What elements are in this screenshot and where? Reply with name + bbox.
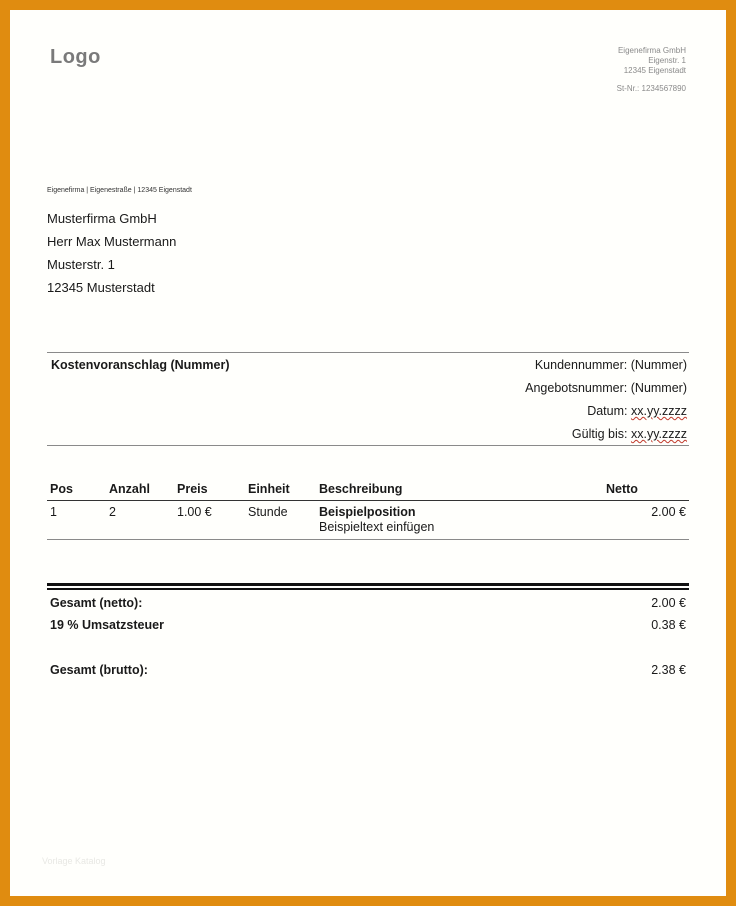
meta-valid-until bbox=[525, 423, 687, 446]
table-header-row bbox=[47, 478, 689, 501]
meta-customer-number bbox=[525, 354, 687, 377]
cell-netto: 2.00 € bbox=[603, 501, 689, 540]
column-header-netto: Netto bbox=[603, 478, 689, 501]
total-net-label: Gesamt (netto): bbox=[50, 596, 143, 610]
meta-label: Angebotsnummer: bbox=[525, 381, 628, 395]
meta-date bbox=[525, 400, 687, 423]
column-header-preis: Preis bbox=[174, 478, 245, 501]
meta-value: xx.yy.zzzz bbox=[630, 427, 687, 441]
return-address-line: Eigenefirma | Eigenestraße | 12345 Eigenstadt bbox=[47, 187, 192, 194]
total-gross-label: Gesamt (brutto): bbox=[50, 663, 148, 677]
meta-label: Datum: bbox=[587, 404, 628, 418]
recipient-address bbox=[47, 207, 176, 299]
total-gross-value: 2.38 € bbox=[651, 663, 686, 677]
sender-city: 12345 Eigenstadt bbox=[623, 66, 686, 75]
meta-value: (Nummer) bbox=[630, 358, 687, 372]
meta-label: Gültig bis: bbox=[571, 427, 628, 441]
table-row bbox=[47, 501, 689, 540]
double-rule-bottom bbox=[47, 588, 689, 590]
double-rule-top bbox=[47, 583, 689, 586]
totals-block bbox=[47, 592, 689, 681]
tax-value: 0.38 € bbox=[651, 618, 686, 632]
items-table bbox=[47, 478, 689, 540]
cell-beschreibung bbox=[316, 501, 603, 540]
sender-address-block bbox=[617, 46, 686, 94]
column-header-pos: Pos bbox=[47, 478, 106, 501]
watermark: Vorlage Katalog bbox=[42, 856, 106, 866]
sender-company: Eigenefirma GmbH bbox=[617, 46, 686, 55]
meta-value: (Nummer) bbox=[630, 381, 687, 395]
divider bbox=[47, 445, 689, 446]
total-net-row bbox=[47, 592, 689, 614]
document-meta bbox=[525, 354, 687, 446]
cell-anzahl: 2 bbox=[106, 501, 174, 540]
total-gross-row bbox=[47, 659, 689, 681]
recipient-company: Musterfirma GmbH bbox=[47, 211, 157, 226]
recipient-street: Musterstr. 1 bbox=[47, 257, 115, 272]
column-header-einheit: Einheit bbox=[245, 478, 316, 501]
recipient-city: 12345 Musterstadt bbox=[47, 280, 155, 295]
document-title: Kostenvoranschlag (Nummer) bbox=[51, 358, 230, 372]
meta-label: Kundennummer: bbox=[534, 358, 628, 372]
tax-label: 19 % Umsatzsteuer bbox=[50, 618, 164, 632]
total-net-value: 2.00 € bbox=[651, 596, 686, 610]
company-logo: Logo bbox=[50, 46, 101, 68]
item-description: Beispieltext einfügen bbox=[319, 520, 435, 534]
cell-einheit: Stunde bbox=[245, 501, 316, 540]
meta-value: xx.yy.zzzz bbox=[630, 404, 687, 418]
cell-preis: 1.00 € bbox=[174, 501, 245, 540]
tax-number: St-Nr.: 1234567890 bbox=[616, 84, 686, 93]
cell-pos: 1 bbox=[47, 501, 106, 540]
column-header-anzahl: Anzahl bbox=[106, 478, 174, 501]
sender-street: Eigenstr. 1 bbox=[648, 56, 686, 65]
divider bbox=[47, 352, 689, 353]
tax-row bbox=[47, 614, 689, 636]
meta-offer-number bbox=[525, 377, 687, 400]
document-page bbox=[10, 10, 726, 896]
recipient-person: Herr Max Mustermann bbox=[47, 234, 177, 249]
column-header-beschreibung: Beschreibung bbox=[316, 478, 603, 501]
item-title: Beispielposition bbox=[319, 505, 416, 519]
